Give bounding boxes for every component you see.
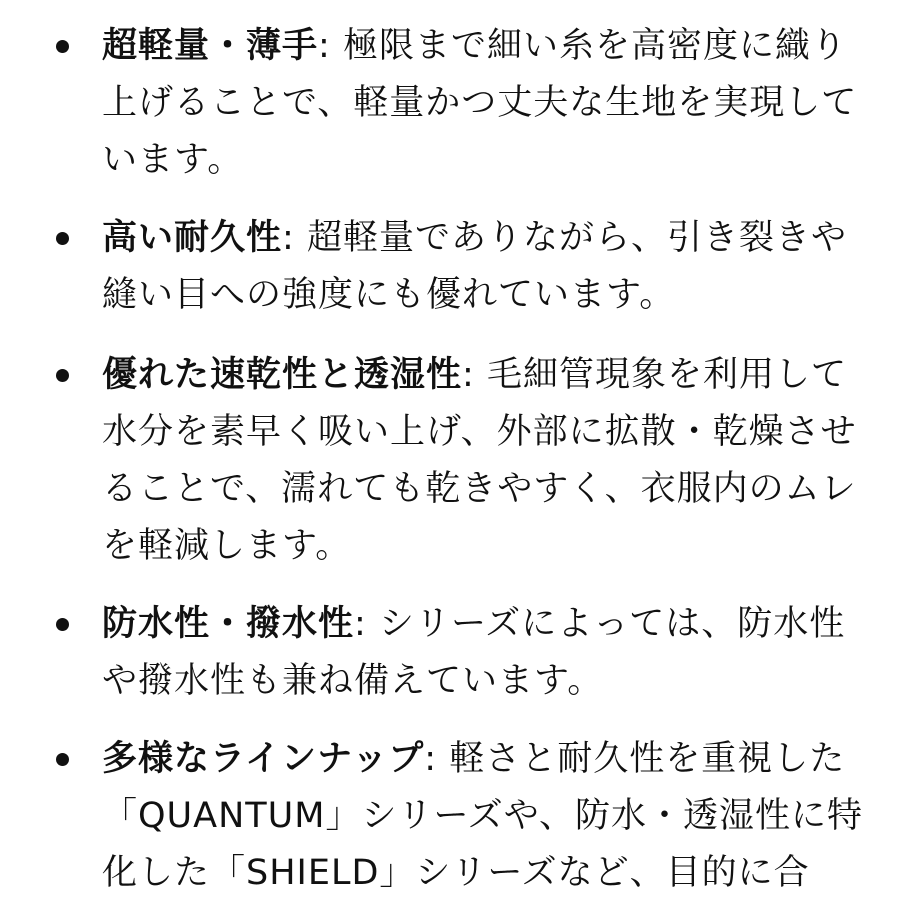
bullet-icon [56,369,69,382]
term-separator: : [354,604,379,644]
list-item-text [102,596,872,710]
feature-description: 毛細管現象を利用して水分を素早く吸い上げ、外部に拡散・乾燥させることで、濡れても乾きやすく、衣服内のムレを軽減します。 [102,355,857,566]
feature-description: シリーズによっては、防水性や撥水性も兼ね備えています。 [102,604,846,701]
term-separator: : [462,355,487,395]
term-separator: : [282,218,307,258]
list-item-text [102,347,872,575]
feature-term: 多様なラインナップ [102,739,425,779]
bullet-icon [56,40,69,53]
feature-description: 軽さと耐久性を重視した「QUANTUM」シリーズや、防水・透湿性に特化した「SHIELD」シリーズなど、目的に合 [102,739,864,893]
feature-term: 優れた速乾性と透湿性 [102,355,463,395]
feature-term: 超軽量・薄手 [102,26,319,66]
feature-description: 極限まで細い糸を高密度に織り上げることで、軽量かつ丈夫な生地を実現しています。 [102,26,858,180]
list-item-text [102,210,872,324]
bullet-icon [56,618,69,631]
bullet-icon [56,232,69,245]
feature-term: 防水性・撥水性 [102,604,355,644]
feature-term: 高い耐久性 [102,218,283,258]
list-item-text [102,18,872,189]
term-separator: : [318,26,343,66]
term-separator: : [424,739,450,779]
list-item-text [102,731,872,902]
bullet-icon [56,753,69,766]
feature-description: 超軽量でありながら、引き裂きや縫い目への強度にも優れています。 [102,218,847,315]
